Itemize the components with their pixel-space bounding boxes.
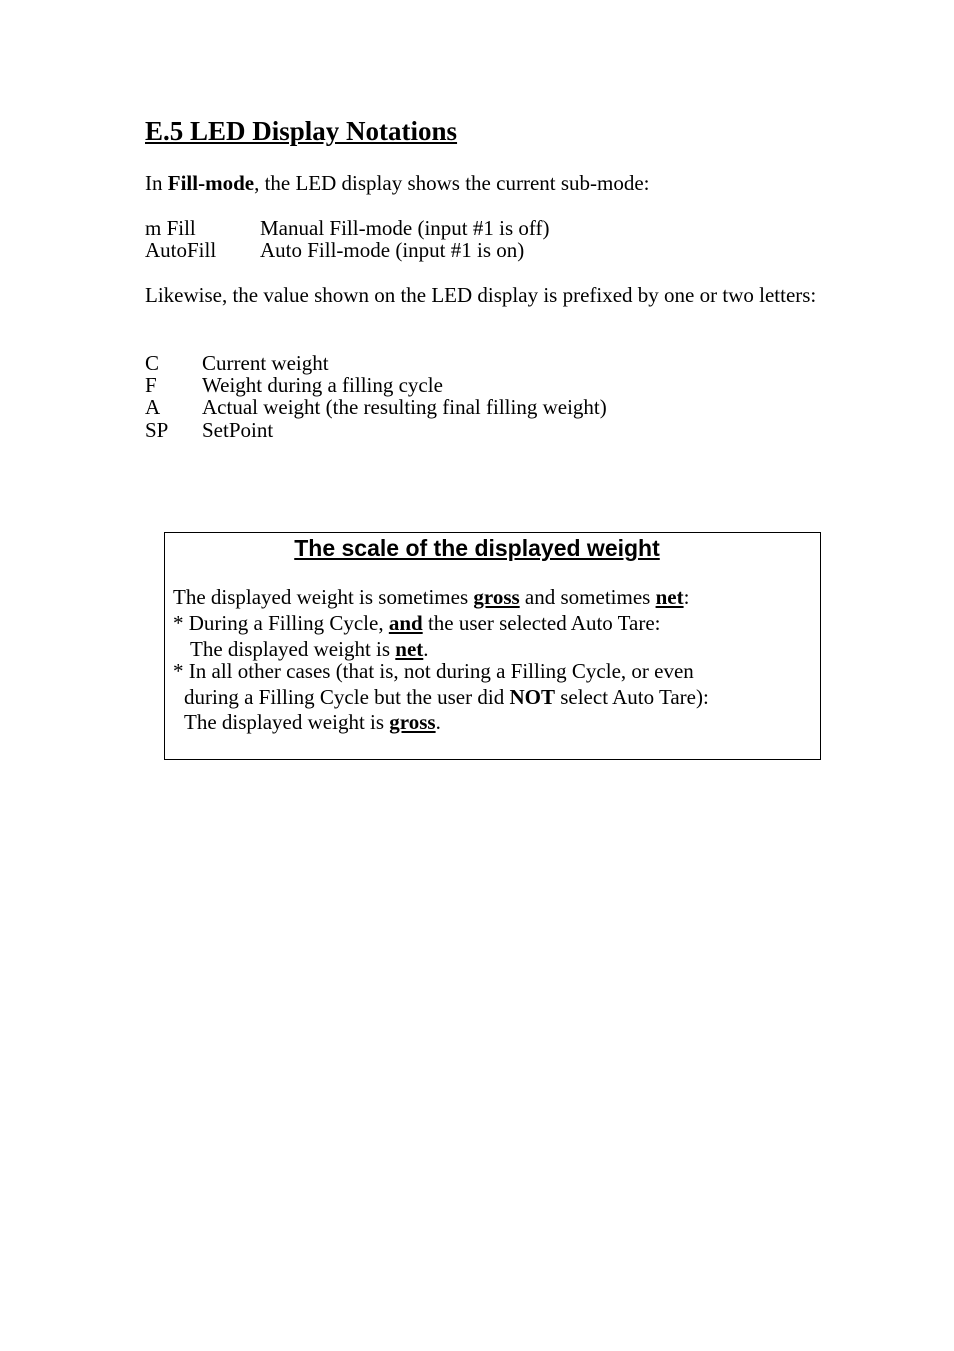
note-text: The displayed weight is	[184, 710, 390, 734]
note-line	[184, 685, 709, 709]
prefix-description: Current weight	[202, 351, 329, 375]
mode-description: Manual Fill-mode (input #1 is off)	[260, 216, 550, 240]
note-emphasis: gross	[473, 585, 520, 609]
note-emphasis: gross	[389, 710, 436, 734]
note-emphasis: and	[388, 611, 423, 635]
note-line	[173, 585, 689, 609]
note-text: the user selected Auto Tare:	[422, 611, 661, 635]
note-emphasis: net	[655, 585, 684, 609]
prefix-code: C	[145, 351, 160, 375]
note-text: and sometimes	[519, 585, 656, 609]
prefix-description: Actual weight (the resulting final filling weight)	[202, 395, 607, 419]
note-text: * During a Filling Cycle,	[173, 611, 389, 635]
intro-term: Fill-mode	[167, 171, 255, 195]
note-text: The displayed weight is sometimes	[173, 585, 474, 609]
mode-description: Auto Fill-mode (input #1 is on)	[260, 238, 525, 262]
note-emphasis: net	[395, 637, 424, 661]
note-emphasis: NOT	[509, 685, 555, 709]
note-line: * In all other cases (that is, not during a Filling Cycle, or even	[173, 659, 694, 683]
prefix-code: A	[145, 395, 161, 419]
prefix-code: SP	[145, 418, 169, 442]
prefix-description: SetPoint	[202, 418, 274, 442]
intro-prefix: In	[145, 171, 168, 195]
section-heading: E.5 LED Display Notations	[145, 116, 458, 146]
note-line	[184, 710, 441, 734]
note-box-title: The scale of the displayed weight	[294, 535, 660, 561]
note-text: The displayed weight is	[190, 637, 396, 661]
note-text: :	[683, 585, 690, 609]
note-line	[190, 637, 429, 661]
mode-code: m Fill	[145, 216, 196, 240]
intro-suffix: , the LED display shows the current sub-mode:	[254, 171, 650, 195]
prefix-description: Weight during a filling cycle	[202, 373, 443, 397]
note-text: select Auto Tare):	[554, 685, 709, 709]
intro-paragraph	[145, 172, 650, 194]
note-text: .	[423, 637, 429, 661]
note-text: .	[435, 710, 441, 734]
likewise-paragraph: Likewise, the value shown on the LED display is prefixed by one or two letters:	[145, 283, 817, 307]
note-text: during a Filling Cycle but the user did	[184, 685, 510, 709]
mode-code: AutoFill	[145, 238, 217, 262]
note-line	[173, 611, 661, 635]
prefix-code: F	[145, 373, 157, 397]
